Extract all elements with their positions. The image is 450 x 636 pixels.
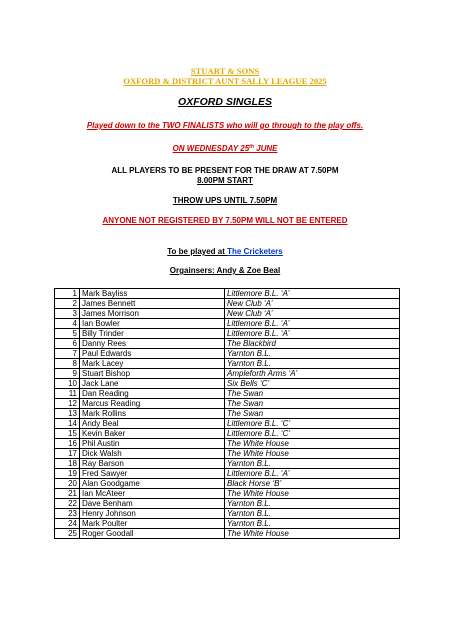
table-row (55, 309, 400, 319)
format-note: Played down to the TWO FINALISTS who will go through to the play offs. (86, 121, 364, 130)
player-club: Littlemore B.L. ‘A’ (225, 289, 400, 299)
player-number: 13 (55, 409, 80, 419)
player-club: Black Horse ‘B’ (225, 479, 400, 489)
throw-ups-line: THROW UPS UNTIL 7.50PM (172, 196, 278, 205)
date-suffix: th (249, 144, 254, 150)
player-name: Phil Austin (80, 439, 225, 449)
player-name: Ian McAteer (80, 489, 225, 499)
player-club: The Blackbird (225, 339, 400, 349)
player-club: The White House (225, 439, 400, 449)
player-club: Six Bells ‘C’ (225, 379, 400, 389)
player-number: 21 (55, 489, 80, 499)
player-club: New Club ‘A’ (225, 309, 400, 319)
player-name: Dan Reading (80, 389, 225, 399)
player-name: Marcus Reading (80, 399, 225, 409)
player-number: 2 (55, 299, 80, 309)
player-number: 4 (55, 319, 80, 329)
player-name: Alan Goodgame (80, 479, 225, 489)
draw-time-line: ALL PLAYERS TO BE PRESENT FOR THE DRAW AT 7.50PM (111, 166, 339, 175)
player-club: The Swan (225, 399, 400, 409)
table-row (55, 289, 400, 299)
player-club: The White House (225, 449, 400, 459)
start-time-line: 8.00PM START (197, 176, 253, 185)
table-row (55, 349, 400, 359)
players-table (54, 288, 400, 539)
player-name: Jack Lane (80, 379, 225, 389)
player-club: The White House (225, 489, 400, 499)
table-row (55, 479, 400, 489)
player-name: Mark Poulter (80, 519, 225, 529)
venue-line (0, 247, 450, 256)
player-number: 7 (55, 349, 80, 359)
player-name: Paul Edwards (80, 349, 225, 359)
players-table-body (55, 289, 400, 539)
player-number: 10 (55, 379, 80, 389)
player-number: 25 (55, 529, 80, 539)
player-name: Mark Lacey (80, 359, 225, 369)
player-club: Yarnton B.L. (225, 519, 400, 529)
player-club: Yarnton B.L. (225, 359, 400, 369)
table-row (55, 379, 400, 389)
table-row (55, 299, 400, 309)
player-club: Littlemore B.L. ‘C’ (225, 429, 400, 439)
player-name: Mark Bayliss (80, 289, 225, 299)
player-club: The Swan (225, 409, 400, 419)
event-title: OXFORD SINGLES (178, 96, 272, 108)
player-number: 20 (55, 479, 80, 489)
table-row (55, 529, 400, 539)
date-month: JUNE (253, 144, 278, 153)
table-row (55, 399, 400, 409)
player-name: Andy Beal (80, 419, 225, 429)
player-number: 6 (55, 339, 80, 349)
league-title: OXFORD & DISTRICT AUNT SALLY LEAGUE 2025 (123, 76, 327, 86)
player-club: Yarnton B.L. (225, 349, 400, 359)
table-row (55, 519, 400, 529)
player-number: 16 (55, 439, 80, 449)
table-row (55, 389, 400, 399)
player-number: 9 (55, 369, 80, 379)
player-name: Ray Barson (80, 459, 225, 469)
table-row (55, 469, 400, 479)
table-row (55, 429, 400, 439)
player-club: Yarnton B.L. (225, 509, 400, 519)
player-club: Yarnton B.L. (225, 499, 400, 509)
player-number: 22 (55, 499, 80, 509)
player-club: Littlemore B.L. ‘A’ (225, 469, 400, 479)
player-number: 5 (55, 329, 80, 339)
player-club: Littlemore B.L. ‘C’ (225, 419, 400, 429)
player-club: New Club ‘A’ (225, 299, 400, 309)
table-row (55, 339, 400, 349)
player-name: Billy Trinder (80, 329, 225, 339)
player-number: 17 (55, 449, 80, 459)
player-name: Danny Rees (80, 339, 225, 349)
player-name: James Morrison (80, 309, 225, 319)
organisers-line: Orgainsers: Andy & Zoe Beal (169, 266, 281, 275)
table-row (55, 509, 400, 519)
player-club: Littlemore B.L. ‘A’ (225, 319, 400, 329)
player-number: 14 (55, 419, 80, 429)
venue-link[interactable]: The Cricketers (227, 247, 283, 256)
date-prefix: ON WEDNESDAY 25 (172, 144, 250, 153)
venue-prefix: To be played at (167, 247, 228, 256)
sponsor-title: STUART & SONS (190, 66, 260, 76)
table-row (55, 319, 400, 329)
player-name: Henry Johnson (80, 509, 225, 519)
registration-warning: ANYONE NOT REGISTERED BY 7.50PM WILL NOT BE ENTERED (102, 216, 348, 225)
table-row (55, 489, 400, 499)
player-club: The Swan (225, 389, 400, 399)
player-club: Littlemore B.L. ‘A’ (225, 329, 400, 339)
table-row (55, 359, 400, 369)
player-name: Mark Rollins (80, 409, 225, 419)
player-number: 15 (55, 429, 80, 439)
player-name: Ian Bowler (80, 319, 225, 329)
table-row (55, 329, 400, 339)
player-number: 11 (55, 389, 80, 399)
event-date (0, 144, 450, 153)
table-row (55, 499, 400, 509)
player-name: Dick Walsh (80, 449, 225, 459)
table-row (55, 449, 400, 459)
player-club: Ampleforth Arms ‘A’ (225, 369, 400, 379)
player-name: James Bennett (80, 299, 225, 309)
player-club: The White House (225, 529, 400, 539)
player-number: 24 (55, 519, 80, 529)
player-number: 23 (55, 509, 80, 519)
table-row (55, 409, 400, 419)
player-club: Yarnton B.L. (225, 459, 400, 469)
player-name: Fred Sawyer (80, 469, 225, 479)
player-number: 1 (55, 289, 80, 299)
player-name: Stuart Bishop (80, 369, 225, 379)
player-number: 19 (55, 469, 80, 479)
table-row (55, 369, 400, 379)
table-row (55, 419, 400, 429)
table-row (55, 459, 400, 469)
player-name: Dave Benham (80, 499, 225, 509)
player-number: 18 (55, 459, 80, 469)
player-number: 8 (55, 359, 80, 369)
player-number: 3 (55, 309, 80, 319)
player-name: Roger Goodall (80, 529, 225, 539)
table-row (55, 439, 400, 449)
player-name: Kevin Baker (80, 429, 225, 439)
player-number: 12 (55, 399, 80, 409)
